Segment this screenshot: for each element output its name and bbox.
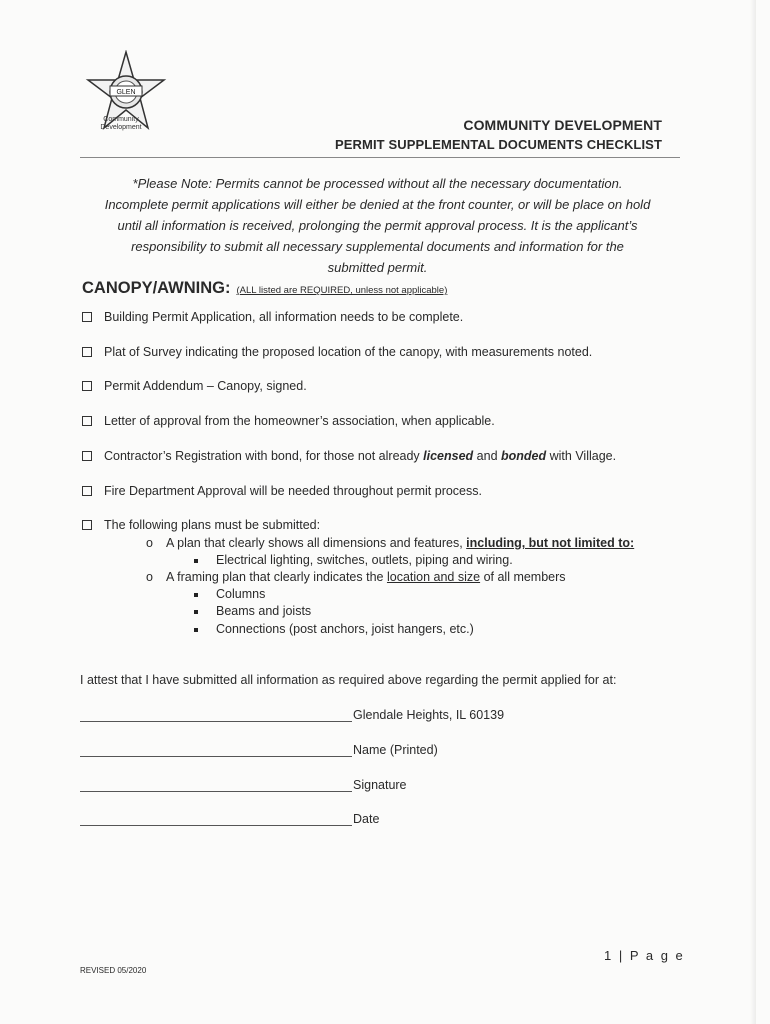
list-marker: o xyxy=(146,570,153,584)
note-line: *Please Note: Permits cannot be processed without all the necessary documentation. xyxy=(132,176,623,191)
attestation-text: I attest that I have submitted all information as required above regarding the permit applied for at: xyxy=(80,673,617,687)
checkbox[interactable] xyxy=(82,486,92,496)
text-run: with Village. xyxy=(546,449,617,463)
list-marker: o xyxy=(146,536,153,550)
checklist-item-label: Permit Addendum – Canopy, signed. xyxy=(104,379,307,393)
checklist-item-label: Letter of approval from the homeowner’s association, when applicable. xyxy=(104,414,495,428)
note-line: submitted permit. xyxy=(327,260,428,275)
header-divider xyxy=(80,157,680,158)
blank-line[interactable] xyxy=(80,777,352,792)
document-title-line1: COMMUNITY DEVELOPMENT xyxy=(463,117,662,133)
bullet-icon xyxy=(194,593,198,597)
name-field[interactable] xyxy=(80,742,438,757)
field-label: Name (Printed) xyxy=(353,743,438,757)
blank-line[interactable] xyxy=(80,742,352,757)
checklist-item-label xyxy=(104,449,616,463)
text-run: A plan that clearly shows all dimensions and features, xyxy=(166,536,467,550)
checklist-item[interactable] xyxy=(82,484,482,498)
date-field[interactable] xyxy=(80,811,379,826)
document-title-line2: PERMIT SUPPLEMENTAL DOCUMENTS CHECKLIST xyxy=(335,137,662,152)
checklist-item-label: Fire Department Approval will be needed throughout permit process. xyxy=(104,484,482,498)
text-run: and xyxy=(473,449,501,463)
checklist-item[interactable] xyxy=(82,449,616,463)
plan-bullet xyxy=(194,604,311,618)
revision-date: REVISED 05/2020 xyxy=(80,966,147,975)
checklist-item[interactable] xyxy=(82,310,463,324)
text-run: Contractor’s Registration with bond, for those not already xyxy=(104,449,424,463)
text-run: A framing plan that clearly indicates the xyxy=(166,570,387,584)
plan-item xyxy=(146,536,634,550)
signature-field[interactable] xyxy=(80,777,407,792)
note-line: responsibility to submit all necessary supplemental documents and information for the xyxy=(131,239,624,254)
bullet-icon xyxy=(194,559,198,563)
bullet-icon xyxy=(194,628,198,632)
blank-line[interactable] xyxy=(80,811,352,826)
checklist-item[interactable] xyxy=(82,518,320,532)
svg-text:GLEN: GLEN xyxy=(116,89,136,96)
checkbox[interactable] xyxy=(82,347,92,357)
address-field[interactable] xyxy=(80,707,504,722)
section-subtitle: (ALL listed are REQUIRED, unless not applicable) xyxy=(236,285,448,296)
blank-line[interactable] xyxy=(80,707,352,722)
plan-bullet xyxy=(194,622,474,636)
checkbox[interactable] xyxy=(82,381,92,391)
plan-bullet xyxy=(194,587,265,601)
checkbox[interactable] xyxy=(82,520,92,530)
section-title: CANOPY/AWNING: xyxy=(82,279,231,297)
field-label: Glendale Heights, IL 60139 xyxy=(353,708,505,722)
note-line: Incomplete permit applications will either be denied at the front counter, or will be place on hold xyxy=(104,197,651,212)
text-run-emphasis: including, but not limited to: xyxy=(466,536,635,550)
text-run-emphasis: licensed xyxy=(423,449,474,463)
permit-note xyxy=(80,173,675,278)
bullet-text: Columns xyxy=(216,587,266,601)
note-line: until all information is received, prolonging the permit approval process. It is the applicant’s xyxy=(117,218,638,233)
plan-item xyxy=(146,570,566,584)
checkbox[interactable] xyxy=(82,312,92,322)
field-label: Signature xyxy=(353,778,407,792)
page-edge xyxy=(750,0,756,1024)
bullet-text: Electrical lighting, switches, outlets, piping and wiring. xyxy=(216,553,513,567)
logo-caption-line2: Development xyxy=(100,124,142,131)
checklist-item-label: The following plans must be submitted: xyxy=(104,518,321,532)
logo-caption xyxy=(90,116,152,132)
checkbox[interactable] xyxy=(82,416,92,426)
text-run: of all members xyxy=(480,570,566,584)
checklist-item[interactable] xyxy=(82,345,592,359)
checklist-item[interactable] xyxy=(82,379,307,393)
text-run-emphasis: bonded xyxy=(501,449,547,463)
text-run-emphasis: location and size xyxy=(386,570,481,584)
section-heading xyxy=(82,279,447,298)
bullet-icon xyxy=(194,610,198,614)
logo-caption-line1: Community xyxy=(103,116,139,123)
checkbox[interactable] xyxy=(82,451,92,461)
bullet-text: Beams and joists xyxy=(216,604,312,618)
plan-bullet xyxy=(194,553,513,567)
checklist-item-label: Plat of Survey indicating the proposed location of the canopy, with measurements noted. xyxy=(104,345,593,359)
bullet-text: Connections (post anchors, joist hangers, etc.) xyxy=(216,622,474,636)
field-label: Date xyxy=(353,812,380,826)
page-number: 1 | P a g e xyxy=(604,948,685,963)
checklist-item[interactable] xyxy=(82,414,495,428)
checklist-item-label: Building Permit Application, all information needs to be complete. xyxy=(104,310,464,324)
